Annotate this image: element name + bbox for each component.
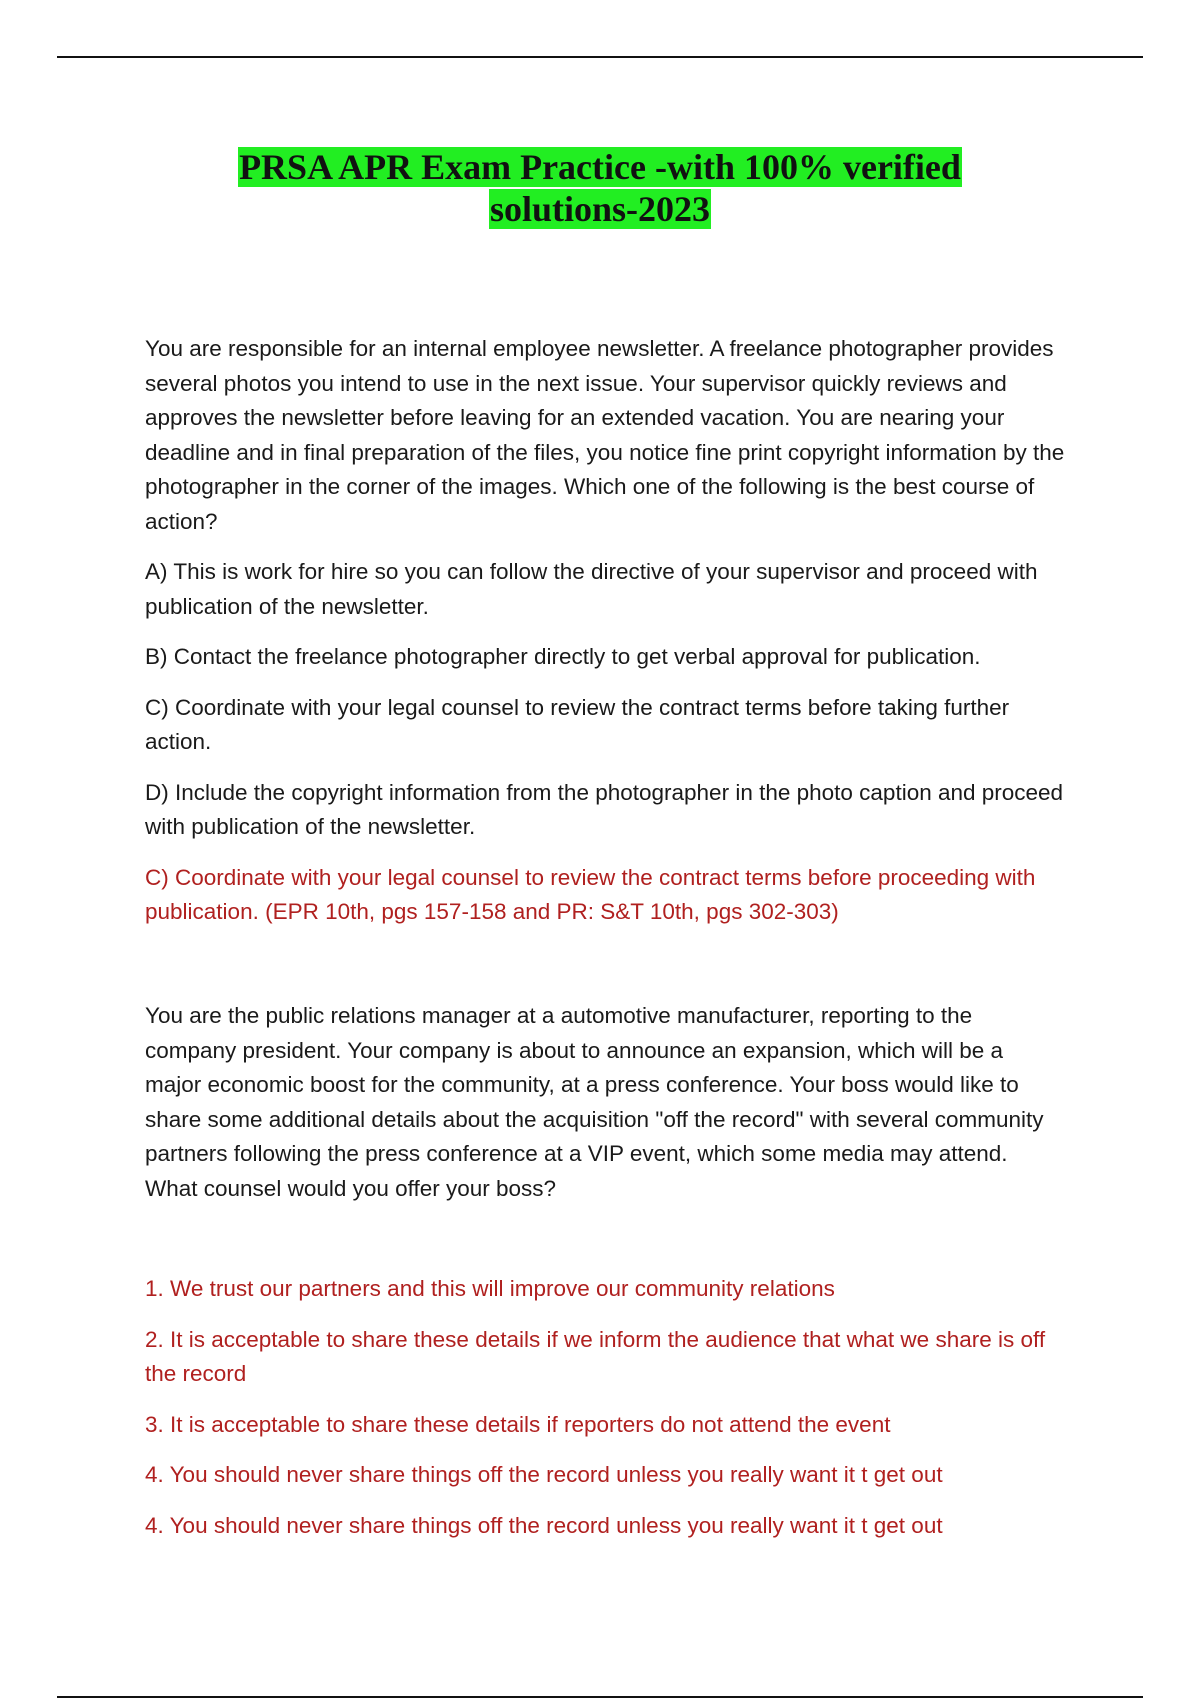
question-1-answer: C) Coordinate with your legal counsel to review the contract terms before proceeding with publication. (EPR 10th, pgs 157-158 and PR: S&T 10th, pgs 302-303) bbox=[145, 864, 1036, 924]
question-1-option-b: B) Contact the freelance photographer directly to get verbal approval for publication. bbox=[145, 644, 981, 669]
question-2-option-2: 2. It is acceptable to share these details if we inform the audience that what we share is off the record bbox=[145, 1326, 1046, 1386]
question-1-option-c: C) Coordinate with your legal counsel to review the contract terms before taking further action. bbox=[145, 694, 1010, 754]
question-2-prompt: You are the public relations manager at a automotive manufacturer, reporting to the company president. Your company is about to announce an expansion, which will be a major economic boost for the community, at a press conference. Your boss would like to share some additional details about the acquisition "off the record" with several community partners following the press conference at a VIP event, which some media may attend. What counsel would you offer your boss? bbox=[145, 1003, 1044, 1201]
title-line-2: solutions-2023 bbox=[489, 189, 711, 229]
bottom-rule bbox=[57, 1696, 1143, 1698]
document-title bbox=[0, 146, 1200, 230]
top-rule bbox=[57, 56, 1143, 58]
question-2-option-4: 4. You should never share things off the record unless you really want it t get out bbox=[145, 1462, 943, 1487]
question-1-option-a: A) This is work for hire so you can follow the directive of your supervisor and proceed with publication of the newsletter. bbox=[145, 559, 1038, 619]
question-1-prompt: You are responsible for an internal employee newsletter. A freelance photographer provides several photos you intend to use in the next issue. Your supervisor quickly reviews and approves the newsletter before leaving for an extended vacation. You are nearing your deadline and in final preparation of the files, you notice fine print copyright information by the photographer in the corner of the images. Which one of the following is the best course of action? bbox=[145, 336, 1065, 534]
question-2-option-3: 3. It is acceptable to share these details if reporters do not attend the event bbox=[145, 1411, 891, 1437]
question-2-answer: 4. You should never share things off the record unless you really want it t get out bbox=[145, 1512, 943, 1538]
title-line-1: PRSA APR Exam Practice -with 100% verified bbox=[239, 147, 961, 187]
question-1-option-d: D) Include the copyright information from the photographer in the photo caption and proceed with publication of the newsletter. bbox=[145, 779, 1064, 839]
question-1 bbox=[145, 332, 1065, 946]
question-2-option-1: 1. We trust our partners and this will improve our community relations bbox=[145, 1276, 835, 1301]
question-2-options bbox=[145, 1272, 1065, 1559]
question-2 bbox=[145, 999, 1065, 1222]
